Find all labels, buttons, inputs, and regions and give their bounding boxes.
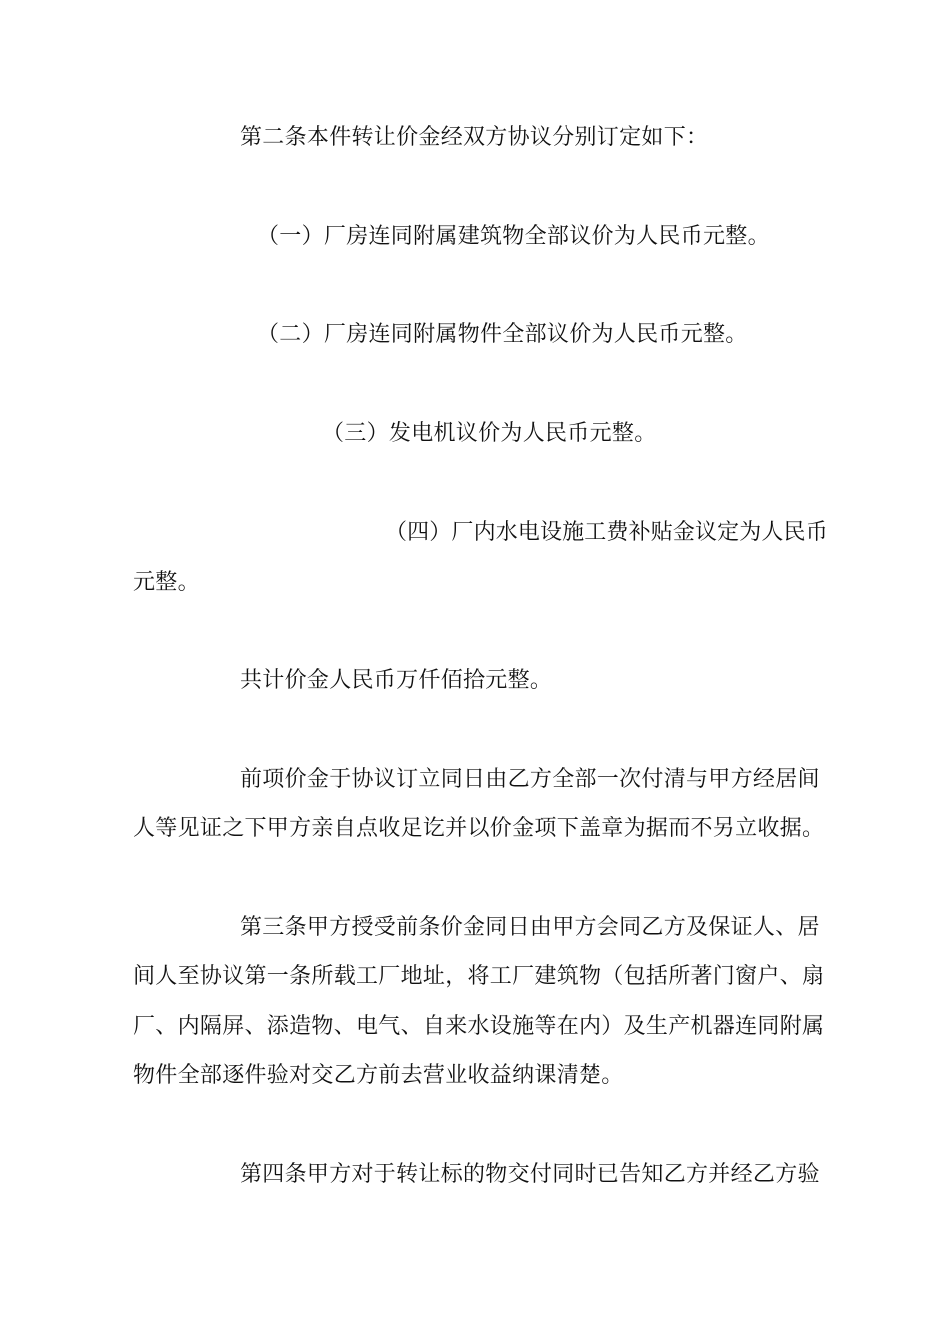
article-3-line-4: 物件全部逐件验对交乙方前去营业收益纳课清楚。 — [133, 1063, 624, 1088]
item-4-line: （四）厂内水电设施工费补贴金议定为人民币 — [385, 520, 828, 545]
article-4-line-1: 第四条甲方对于转让标的物交付同时已告知乙方并经乙方验 — [240, 1162, 820, 1187]
article-3-line-1: 第三条甲方授受前条价金同日由甲方会同乙方及保证人、居 — [240, 915, 820, 940]
total-price-line: 共计价金人民币万仟佰拾元整。 — [240, 668, 553, 693]
item-3-line: （三）发电机议价为人民币元整。 — [322, 421, 657, 446]
item-2-line: （二）厂房连同附属物件全部议价为人民币元整。 — [257, 322, 748, 347]
item-4-continuation: 元整。 — [133, 570, 200, 595]
article-3-line-2: 间人至协议第一条所载工厂地址，将工厂建筑物（包括所著门窗户、扇 — [133, 964, 825, 989]
payment-paragraph-line-1: 前项价金于协议订立同日由乙方全部一次付清与甲方经居间 — [240, 767, 820, 792]
article-2-heading: 第二条本件转让价金经双方协议分别订定如下： — [240, 125, 709, 150]
item-1-line: （一）厂房连同附属建筑物全部议价为人民币元整。 — [257, 224, 770, 249]
article-3-line-3: 厂、内隔屏、添造物、电气、自来水设施等在内）及生产机器连同附属 — [133, 1014, 825, 1039]
payment-paragraph-line-2: 人等见证之下甲方亲自点收足讫并以价金项下盖章为据而不另立收据。 — [133, 816, 825, 841]
